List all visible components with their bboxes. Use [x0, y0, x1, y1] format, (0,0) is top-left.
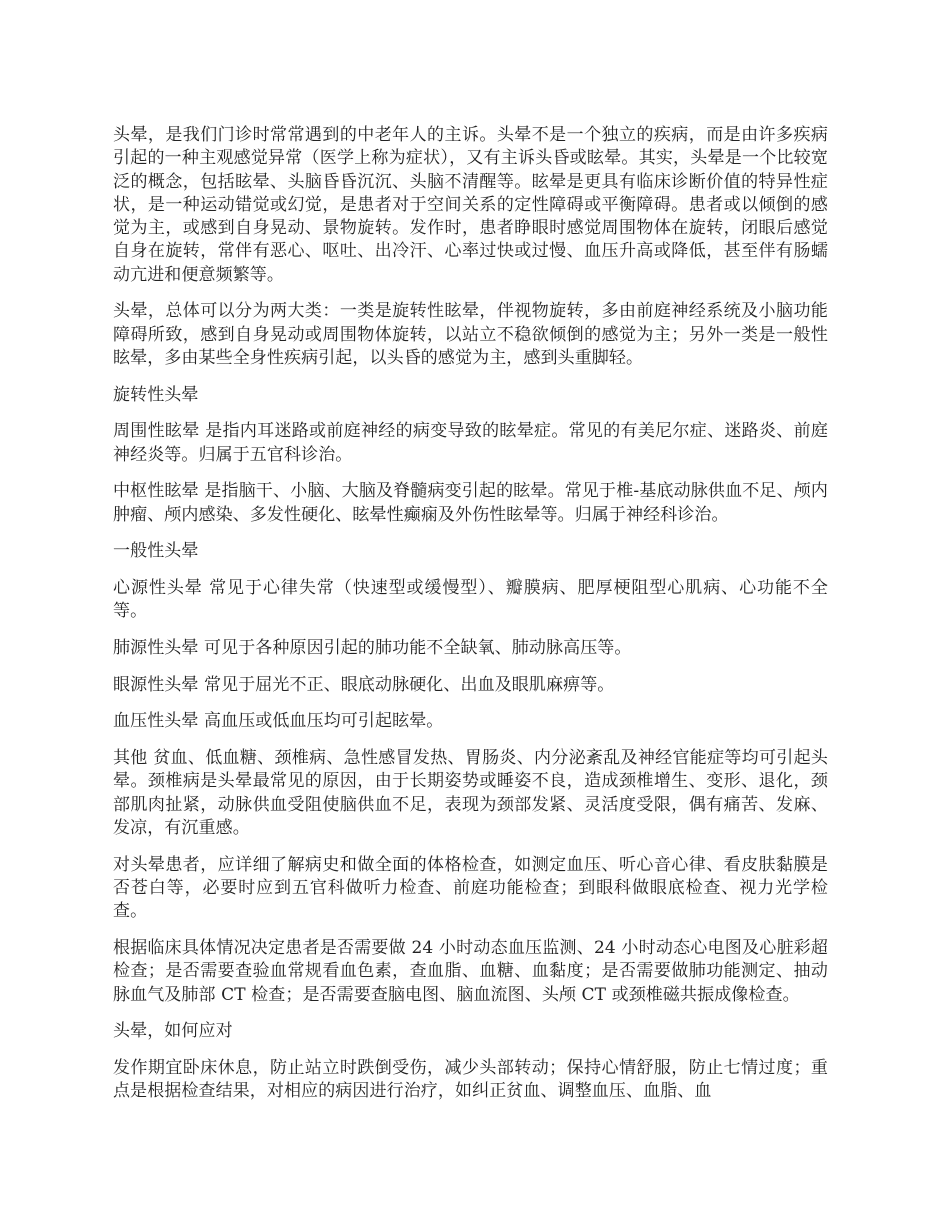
heading-how-to-respond: 头晕，如何应对: [113, 1021, 233, 1042]
paragraph-intro: 头晕，是我们门诊时常常遇到的中老年人的主诉。头晕不是一个独立的疾病，而是由许多疾病引起的一种主观感觉异常（医学上称为症状），又有主诉头昏或眩晕。其实，头晕是一个比较宽泛的概念，包括眩晕、头脑昏昏沉沉、头脑不清醒等。眩晕是更具有临床诊断价值的特异性症状，是一种运动错觉或幻觉，是患者对于空间关系的定性障碍或平衡障碍。患者或以倾倒的感觉为主，或感到自身晃动、景物旋转。发作时，患者睁眼时感觉周围物体在旋转，闭眼后感觉自身在旋转，常伴有恶心、呕吐、出冷汗、心率过快或过慢、血压升高或降低，甚至伴有肠蠕动亢进和便意频繁等。: [113, 125, 828, 285]
paragraph-clinical-tests: 根据临床具体情况决定患者是否需要做 24 小时动态血压监测、24 小时动态心电图及心脏彩超检查；是否需要查验血常规看血色素，查血脂、血糖、血黏度；是否需要做肺功能测定、抽动脉血气及肺部 CT 检查；是否需要查脑电图、脑血流图、头颅 CT 或颈椎磁共振成像检查。: [113, 938, 828, 1005]
paragraph-classification: 头晕，总体可以分为两大类：一类是旋转性眩晕，伴视物旋转，多由前庭神经系统及小脑功能障碍所致，感到自身晃动或周围物体旋转，以站立不稳欲倾倒的感觉为主；另外一类是一般性眩晕，多由某些全身性疾病引起，以头昏的感觉为主，感到头重脚轻。: [113, 301, 828, 369]
paragraph-cardiogenic: 心源性头晕 常见于心律失常（快速型或缓慢型）、瓣膜病、肥厚梗阻型心肌病、心功能不全等。: [113, 578, 828, 622]
heading-rotational-dizziness: 旋转性头晕: [113, 384, 199, 405]
paragraph-central-vertigo: 中枢性眩晕 是指脑干、小脑、大脑及脊髓病变引起的眩晕。常见于椎-基底动脉供血不足、颅内肿瘤、颅内感染、多发性硬化、眩晕性癫痫及外伤性眩晕等。归属于神经科诊治。: [113, 481, 828, 525]
paragraph-peripheral-vertigo: 周围性眩晕 是指内耳迷路或前庭神经的病变导致的眩晕症。常见的有美尼尔症、迷路炎、前庭神经炎等。归属于五官科诊治。: [113, 421, 828, 465]
document-body: [113, 124, 828, 1117]
paragraph-pulmonary: 肺源性头晕 可见于各种原因引起的肺功能不全缺氧、肺动脉高压等。: [113, 638, 632, 659]
paragraph-ocular: 眼源性头晕 常见于屈光不正、眼底动脉硬化、出血及眼肌麻痹等。: [113, 674, 615, 695]
paragraph-treatment: 发作期宜卧床休息，防止站立时跌倒受伤，减少头部转动；保持心情舒服，防止七情过度；重点是根据检查结果，对相应的病因进行治疗，如纠正贫血、调整血压、血脂、血: [113, 1057, 828, 1102]
paragraph-examination: 对头晕患者，应详细了解病史和做全面的体格检查，如测定血压、听心音心律、看皮肤黏膜是否苍白等，必要时应到五官科做听力检查、前庭功能检查；到眼科做眼底检查、视力光学检查。: [113, 854, 828, 922]
heading-general-dizziness: 一般性头晕: [113, 541, 199, 562]
paragraph-other-causes: 其他 贫血、低血糖、颈椎病、急性感冒发热、胃肠炎、内分泌紊乱及神经官能症等均可引起头晕。颈椎病是头晕最常见的原因，由于长期姿势或睡姿不良，造成颈椎增生、变形、退化，颈部肌肉扯紧，动脉供血受阻使脑供血不足，表现为颈部发紧、灵活度受限，偶有痛苦、发麻、发凉，有沉重感。: [113, 748, 828, 839]
paragraph-blood-pressure: 血压性头晕 高血压或低血压均可引起眩晕。: [113, 711, 444, 732]
